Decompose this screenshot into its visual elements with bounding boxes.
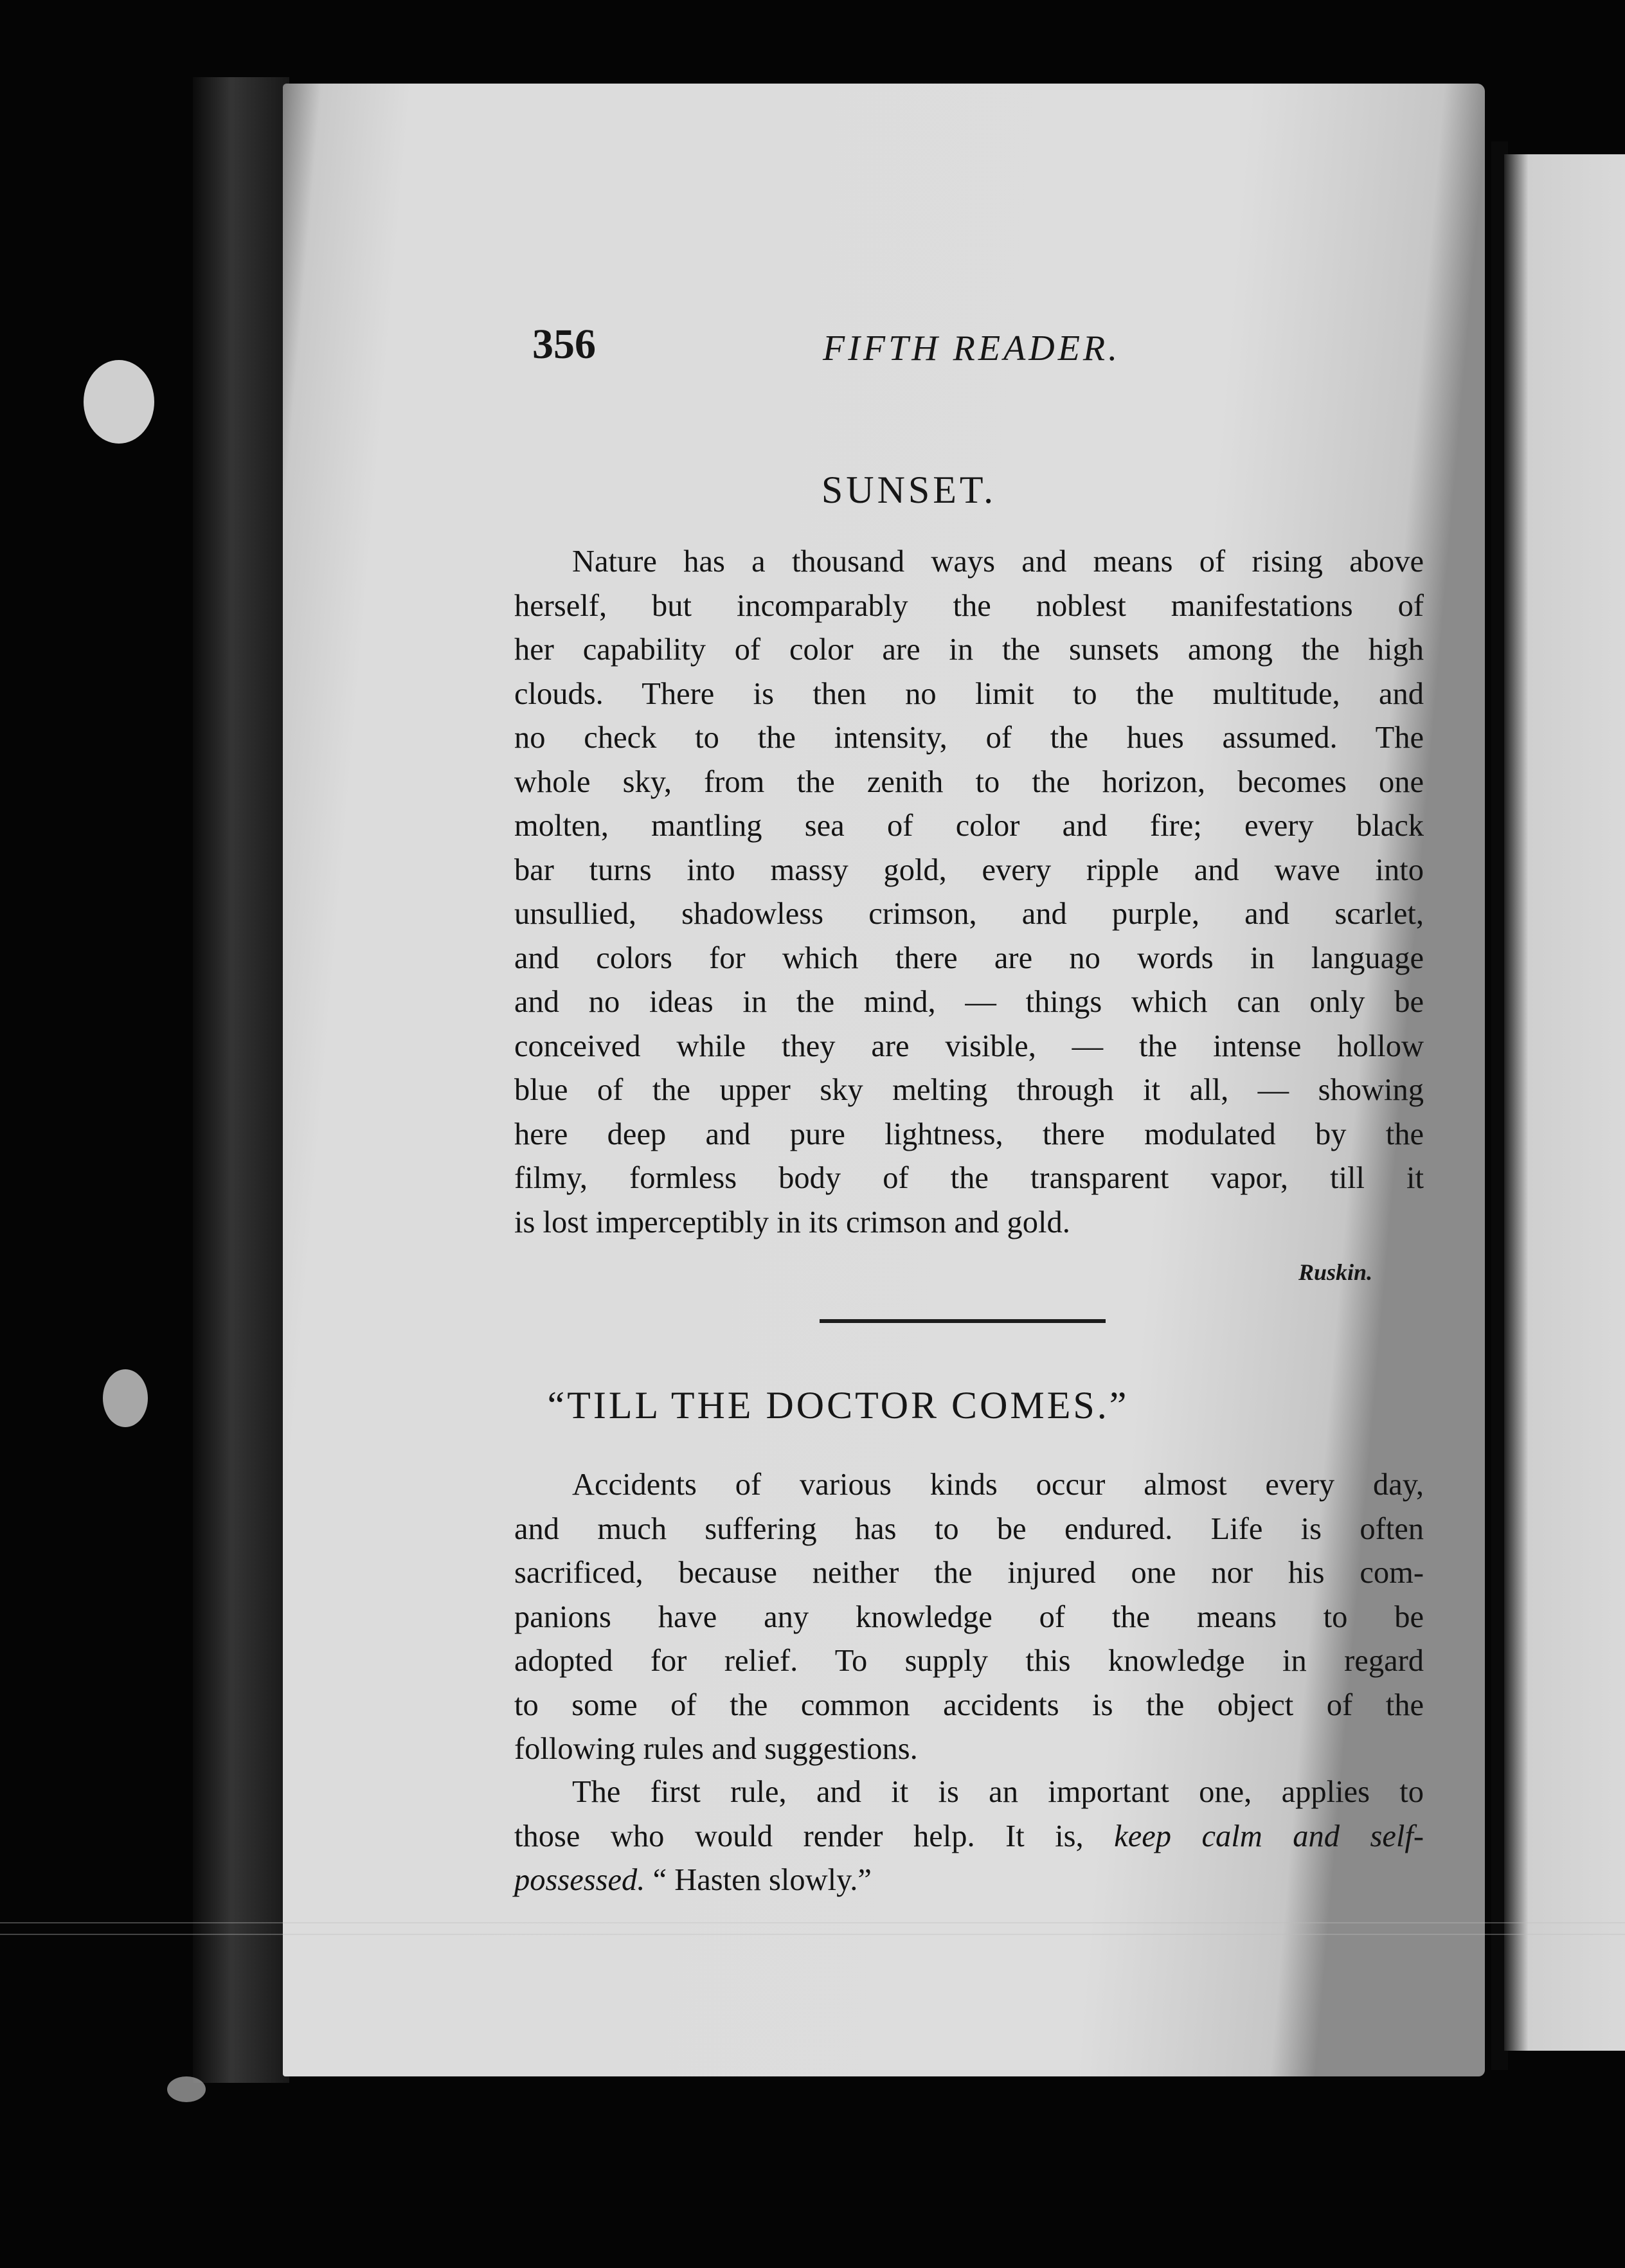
running-head: FIFTH READER. [823,328,1121,368]
attribution: Ruskin. [1298,1259,1373,1285]
text-run: those who would render help. It is, [514,1819,1115,1853]
section-title-sunset: SUNSET. [821,469,997,511]
text-line: her capability of color are in the sunsets among the high [514,633,1424,667]
text-run: “ Hasten slowly.” [645,1863,872,1897]
text-line [514,1859,1424,1903]
text-line: no check to the intensity, of the hues assumed. The [514,721,1424,755]
section-divider [820,1319,1106,1323]
text-line: herself, but incomparably the noblest manifestations of [514,588,1424,623]
text-line: The first rule, and it is an important one, applies to [572,1775,1424,1809]
text-line: Nature has a thousand ways and means of rising above [572,544,1424,579]
text-line: and no ideas in the mind, — things which can only be [514,985,1424,1019]
text-line: and much suffering has to be endured. Life is often [514,1511,1424,1546]
text-line: filmy, formless body of the transparent vapor, till it [514,1161,1424,1195]
text-line: Accidents of various kinds occur almost every day, [572,1468,1424,1502]
doctor-paragraph-1 [514,1463,1424,1772]
italic-run: possessed. [514,1863,645,1897]
text-line: conceived while they are visible, — the intense hollow [514,1029,1424,1063]
scan-line [0,1922,1625,1923]
scan-speck [84,360,154,444]
text-line: panions have any knowledge of the means to be [514,1599,1424,1634]
doctor-paragraph-2 [514,1770,1424,1903]
scan-speck [167,2076,206,2102]
text-line: sacrificed, because neither the injured one nor his com- [514,1556,1424,1590]
text-line: blue of the upper sky melting through it all, — showing [514,1073,1424,1107]
scan-line [0,1934,1625,1935]
italic-run: keep calm and self- [1114,1819,1424,1853]
text-line: whole sky, from the zenith to the horizon, becomes one [514,764,1424,799]
sunset-paragraph [514,540,1424,1245]
text-line: following rules and suggestions. [514,1732,918,1766]
text-line: and colors for which there are no words in language [514,941,1424,975]
text-line: bar turns into massy gold, every ripple and wave into [514,852,1424,887]
text-line: molten, mantling sea of color and fire; every black [514,809,1424,843]
text-line: unsullied, shadowless crimson, and purple, and scarlet, [514,897,1424,931]
text-line: here deep and pure lightness, there modulated by the [514,1117,1424,1151]
text-line: to some of the common accidents is the object of the [514,1688,1424,1722]
facing-page-edge [1504,154,1625,2051]
page-number: 356 [532,321,596,368]
text-line: is lost imperceptibly in its crimson and gold. [514,1205,1070,1239]
book-edge-left [193,77,289,2083]
section-title-doctor: “TILL THE DOCTOR COMES.” [547,1384,1129,1426]
text-line: adopted for relief. To supply this knowledge in regard [514,1644,1424,1678]
text-line: clouds. There is then no limit to the multitude, and [514,676,1424,711]
text-line [514,1815,1424,1859]
